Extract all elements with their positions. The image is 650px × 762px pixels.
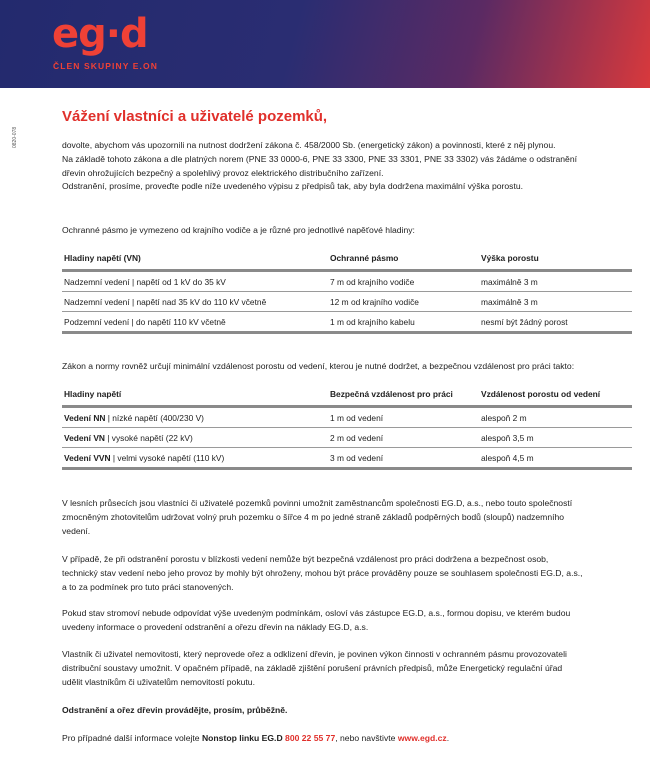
distance-table xyxy=(62,383,632,470)
paragraph-line: vedení. xyxy=(62,525,91,536)
paragraph-ongoing: Odstranění a ořez dřevin provádějte, prosím, průběžně. xyxy=(62,705,288,715)
hotline-phone[interactable]: 800 22 55 77 xyxy=(285,733,336,743)
voltage-detail: | velmi vysoké napětí (110 kV) xyxy=(110,452,225,463)
paragraph-letter xyxy=(62,607,634,635)
table-row xyxy=(62,448,632,467)
table-cell: alespoň 2 m xyxy=(481,412,527,423)
table-divider xyxy=(62,467,632,470)
table-row xyxy=(62,312,632,331)
paragraph-line: Vlastník či uživatel nemovitosti, který neprovede ořez a odklizení dřevin, je povinen výkon činnosti v ochranném pásmu provozovateli xyxy=(62,649,567,659)
logo-tagline: ČLEN SKUPINY E.ON xyxy=(53,61,158,71)
table-cell: 3 m od vedení xyxy=(330,452,384,463)
contact-text: Pro případné další informace volejte xyxy=(62,733,202,743)
table-cell: 7 m od krajního vodiče xyxy=(330,276,415,287)
hotline-label: Nonstop linku EG.D xyxy=(201,733,283,743)
table-cell: Podzemní vedení | do napětí 110 kV včetně xyxy=(64,316,226,327)
paragraph-line: V lesních průsecích jsou vlastníci či uživatelé pozemků povinni umožnit zaměstnancům společnosti EG.D, a.s., nebo touto společností xyxy=(62,498,573,508)
table-row xyxy=(62,408,632,427)
table-cell: alespoň 4,5 m xyxy=(481,452,534,463)
paragraph-forest-clearings xyxy=(62,497,634,538)
paragraph-penalty xyxy=(62,648,634,689)
column-header: Hladiny napětí (VN) xyxy=(64,253,141,263)
table-cell xyxy=(62,413,330,423)
intro-line: dřevin ohrožujících bezpečný a spolehlivý provoz elektrického distribučního zařízení. xyxy=(62,167,384,178)
table-cell: alespoň 3,5 m xyxy=(481,432,534,443)
table-cell xyxy=(62,433,330,443)
column-header: Výška porostu xyxy=(481,253,539,263)
website-link[interactable]: www.egd.cz xyxy=(397,733,447,743)
contact-line xyxy=(62,732,634,746)
paragraph-line: Pokud stav stromoví nebude odpovídat výše uvedeným podmínkám, osloví vás zástupce EG.D, a.s., formou dopisu, ve kterém budou xyxy=(62,608,571,618)
table-cell xyxy=(62,453,330,463)
table-cell: 1 m od vedení xyxy=(330,412,384,423)
paragraph-line: distribuční soustavy umožnit. V opačném případě, na základě zjištění porušení právních předpisů, může Energetický regulační úřad xyxy=(62,662,563,673)
voltage-level: Vedení VN xyxy=(64,432,105,443)
table1-intro: Ochranné pásmo je vymezeno od krajního vodiče a je různé pro jednotlivé napěťové hladiny: xyxy=(62,225,415,235)
table-row xyxy=(62,272,632,291)
paragraph-line: zmocněným zhotovitelům udržovat volný pruh pozemku o šířce 4 m po jedné straně základů podpěrných bodů (sloupů) nadzemního xyxy=(62,511,565,522)
table-cell: Nadzemní vedení | napětí nad 35 kV do 110 kV včetně xyxy=(64,296,267,307)
voltage-detail: | vysoké napětí (22 kV) xyxy=(104,432,193,443)
paragraph-line: udělit vlastníkům či uživatelům nemovitostí pokutu. xyxy=(62,676,255,687)
table-cell: Nadzemní vedení | napětí od 1 kV do 35 kV xyxy=(64,276,226,287)
column-header: Ochranné pásmo xyxy=(330,253,399,263)
table-cell: 1 m od krajního kabelu xyxy=(330,316,415,327)
paragraph-line: a to za podmínek pro tuto práci stanovených. xyxy=(62,581,234,592)
intro-paragraph xyxy=(62,139,634,194)
paragraph-line: uvedeny informace o provedení odstranění a ořezu dřevin na náklady EG.D, a.s. xyxy=(62,621,369,632)
intro-line: dovolte, abychom vás upozornili na nutnost dodržení zákona č. 458/2000 Sb. (energetický zákon) a povinnosti, které z něj plynou. xyxy=(62,140,556,150)
intro-line: Odstranění, prosíme, proveďte podle níže uvedeného výpisu z předpisů tak, aby byla dodržena maximální výška porostu. xyxy=(62,181,524,192)
intro-line: Na základě tohoto zákona a dle platných norem (PNE 33 0000-6, PNE 33 3300, PNE 33 3301, PNE 33 3302) vás žádáme o odstranění xyxy=(62,153,577,164)
paragraph-safety xyxy=(62,553,634,594)
page-title: Vážení vlastníci a uživatelé pozemků, xyxy=(62,108,328,125)
table-row xyxy=(62,428,632,447)
column-header: Bezpečná vzdálenost pro práci xyxy=(330,389,453,399)
paragraph-line: V případě, že při odstranění porostu v blízkosti vedení nemůže být bezpečná vzdálenost pro práci dodržena a bezpečnost osob, xyxy=(62,554,549,564)
table-cell: 12 m od krajního vodiče xyxy=(330,296,419,307)
paragraph-line: technický stav vedení nebo jeho provoz by mohly být ohroženy, mohou být práce prováděny pouze se souhlasem společnosti EG.D, a.s., xyxy=(62,567,583,578)
egd-logo: eg·d xyxy=(52,11,148,57)
table-cell: maximálně 3 m xyxy=(481,276,538,287)
table-cell: maximálně 3 m xyxy=(481,296,538,307)
header-banner xyxy=(0,0,650,88)
voltage-level: Vedení NN xyxy=(64,412,106,423)
contact-text: , nebo navštivte xyxy=(335,733,398,743)
table-row xyxy=(62,292,632,311)
table-header-row xyxy=(62,247,632,269)
table-divider xyxy=(62,331,632,334)
table2-intro: Zákon a normy rovněž určují minimální vzdálenost porostu od vedení, kterou je nutné dodržet, a bezpečnou vzdálenost pro práci takto: xyxy=(62,361,575,371)
document-code: 0820-078 xyxy=(12,126,18,148)
table-cell: 2 m od vedení xyxy=(330,432,384,443)
column-header: Vzdálenost porostu od vedení xyxy=(481,389,601,399)
table-cell: nesmí být žádný porost xyxy=(481,316,568,327)
table-header-row xyxy=(62,383,632,405)
protection-zone-table xyxy=(62,247,632,334)
contact-text: . xyxy=(446,733,450,743)
voltage-level: Vedení VVN xyxy=(64,452,111,463)
column-header: Hladiny napětí xyxy=(64,389,122,399)
voltage-detail: | nízké napětí (400/230 V) xyxy=(105,412,204,423)
